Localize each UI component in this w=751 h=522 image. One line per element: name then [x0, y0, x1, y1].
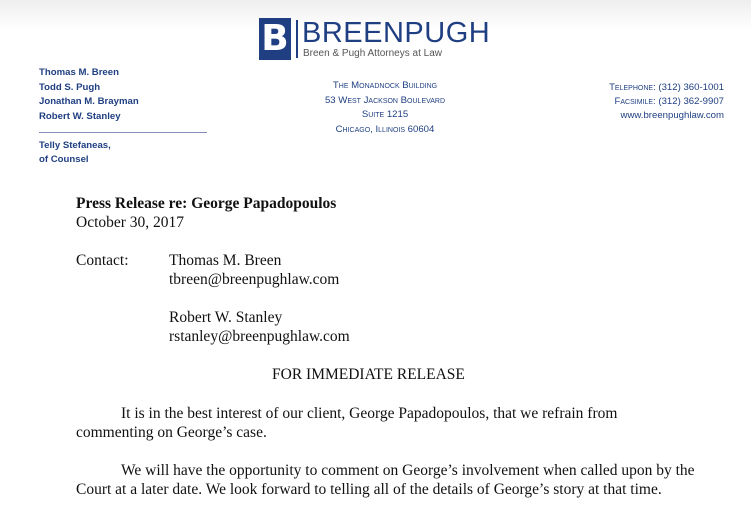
- release-title: Press Release re: George Papadopoulos: [76, 195, 337, 212]
- of-counsel: [39, 140, 111, 168]
- contact-email[interactable]: tbreen@breenpughlaw.com: [169, 271, 340, 288]
- contact-name: Robert W. Stanley: [169, 309, 283, 326]
- telephone-number: (312) 360-1001: [658, 82, 724, 93]
- facsimile-number: (312) 362-9907: [658, 96, 724, 107]
- release-paragraph: It is in the best interest of our client, George Papadopoulos, that we refrain from commenting on George’s case.: [76, 405, 618, 441]
- logo-divider: [296, 20, 298, 58]
- attorney-name: Jonathan M. Brayman: [39, 96, 139, 107]
- firm-name: BREENPUGH: [302, 17, 491, 49]
- address-line: The Monadnock Building: [332, 80, 438, 91]
- facsimile-line: [609, 96, 724, 110]
- telephone-label: Telephone:: [609, 82, 656, 93]
- attorney-list: [39, 67, 139, 125]
- release-paragraph: We will have the opportunity to comment on George’s involvement when called upon by the Court at a later date. We look forward to telling all of the details of George’s story at that time.: [76, 462, 695, 498]
- contact-label: Contact:: [76, 252, 129, 269]
- release-date: October 30, 2017: [76, 214, 185, 231]
- contact-numbers: [609, 82, 724, 124]
- office-address: [300, 80, 470, 138]
- counsel-name: Telly Stefaneas,: [39, 140, 111, 151]
- attorney-name: Todd S. Pugh: [39, 81, 101, 93]
- contact-name: Thomas M. Breen: [169, 252, 282, 269]
- address-line: Suite 1215: [361, 109, 409, 120]
- attorney-divider: [39, 132, 207, 133]
- release-heading: FOR IMMEDIATE RELEASE: [272, 366, 465, 383]
- facsimile-label: Facsimile:: [614, 96, 656, 107]
- attorney-name: Robert W. Stanley: [39, 110, 121, 122]
- firm-subtitle: Breen & Pugh Attorneys at Law: [303, 48, 442, 59]
- attorney-name: Thomas M. Breen: [39, 67, 119, 78]
- telephone-line: [609, 82, 724, 96]
- address-line: 53 West Jackson Boulevard: [324, 94, 446, 106]
- website-link[interactable]: www.breenpughlaw.com: [620, 110, 724, 121]
- counsel-title: of Counsel: [39, 154, 89, 165]
- logo-mark: B: [259, 18, 291, 60]
- contact-email[interactable]: rstanley@breenpughlaw.com: [169, 328, 350, 345]
- address-line: Chicago, Illinois 60604: [335, 123, 435, 135]
